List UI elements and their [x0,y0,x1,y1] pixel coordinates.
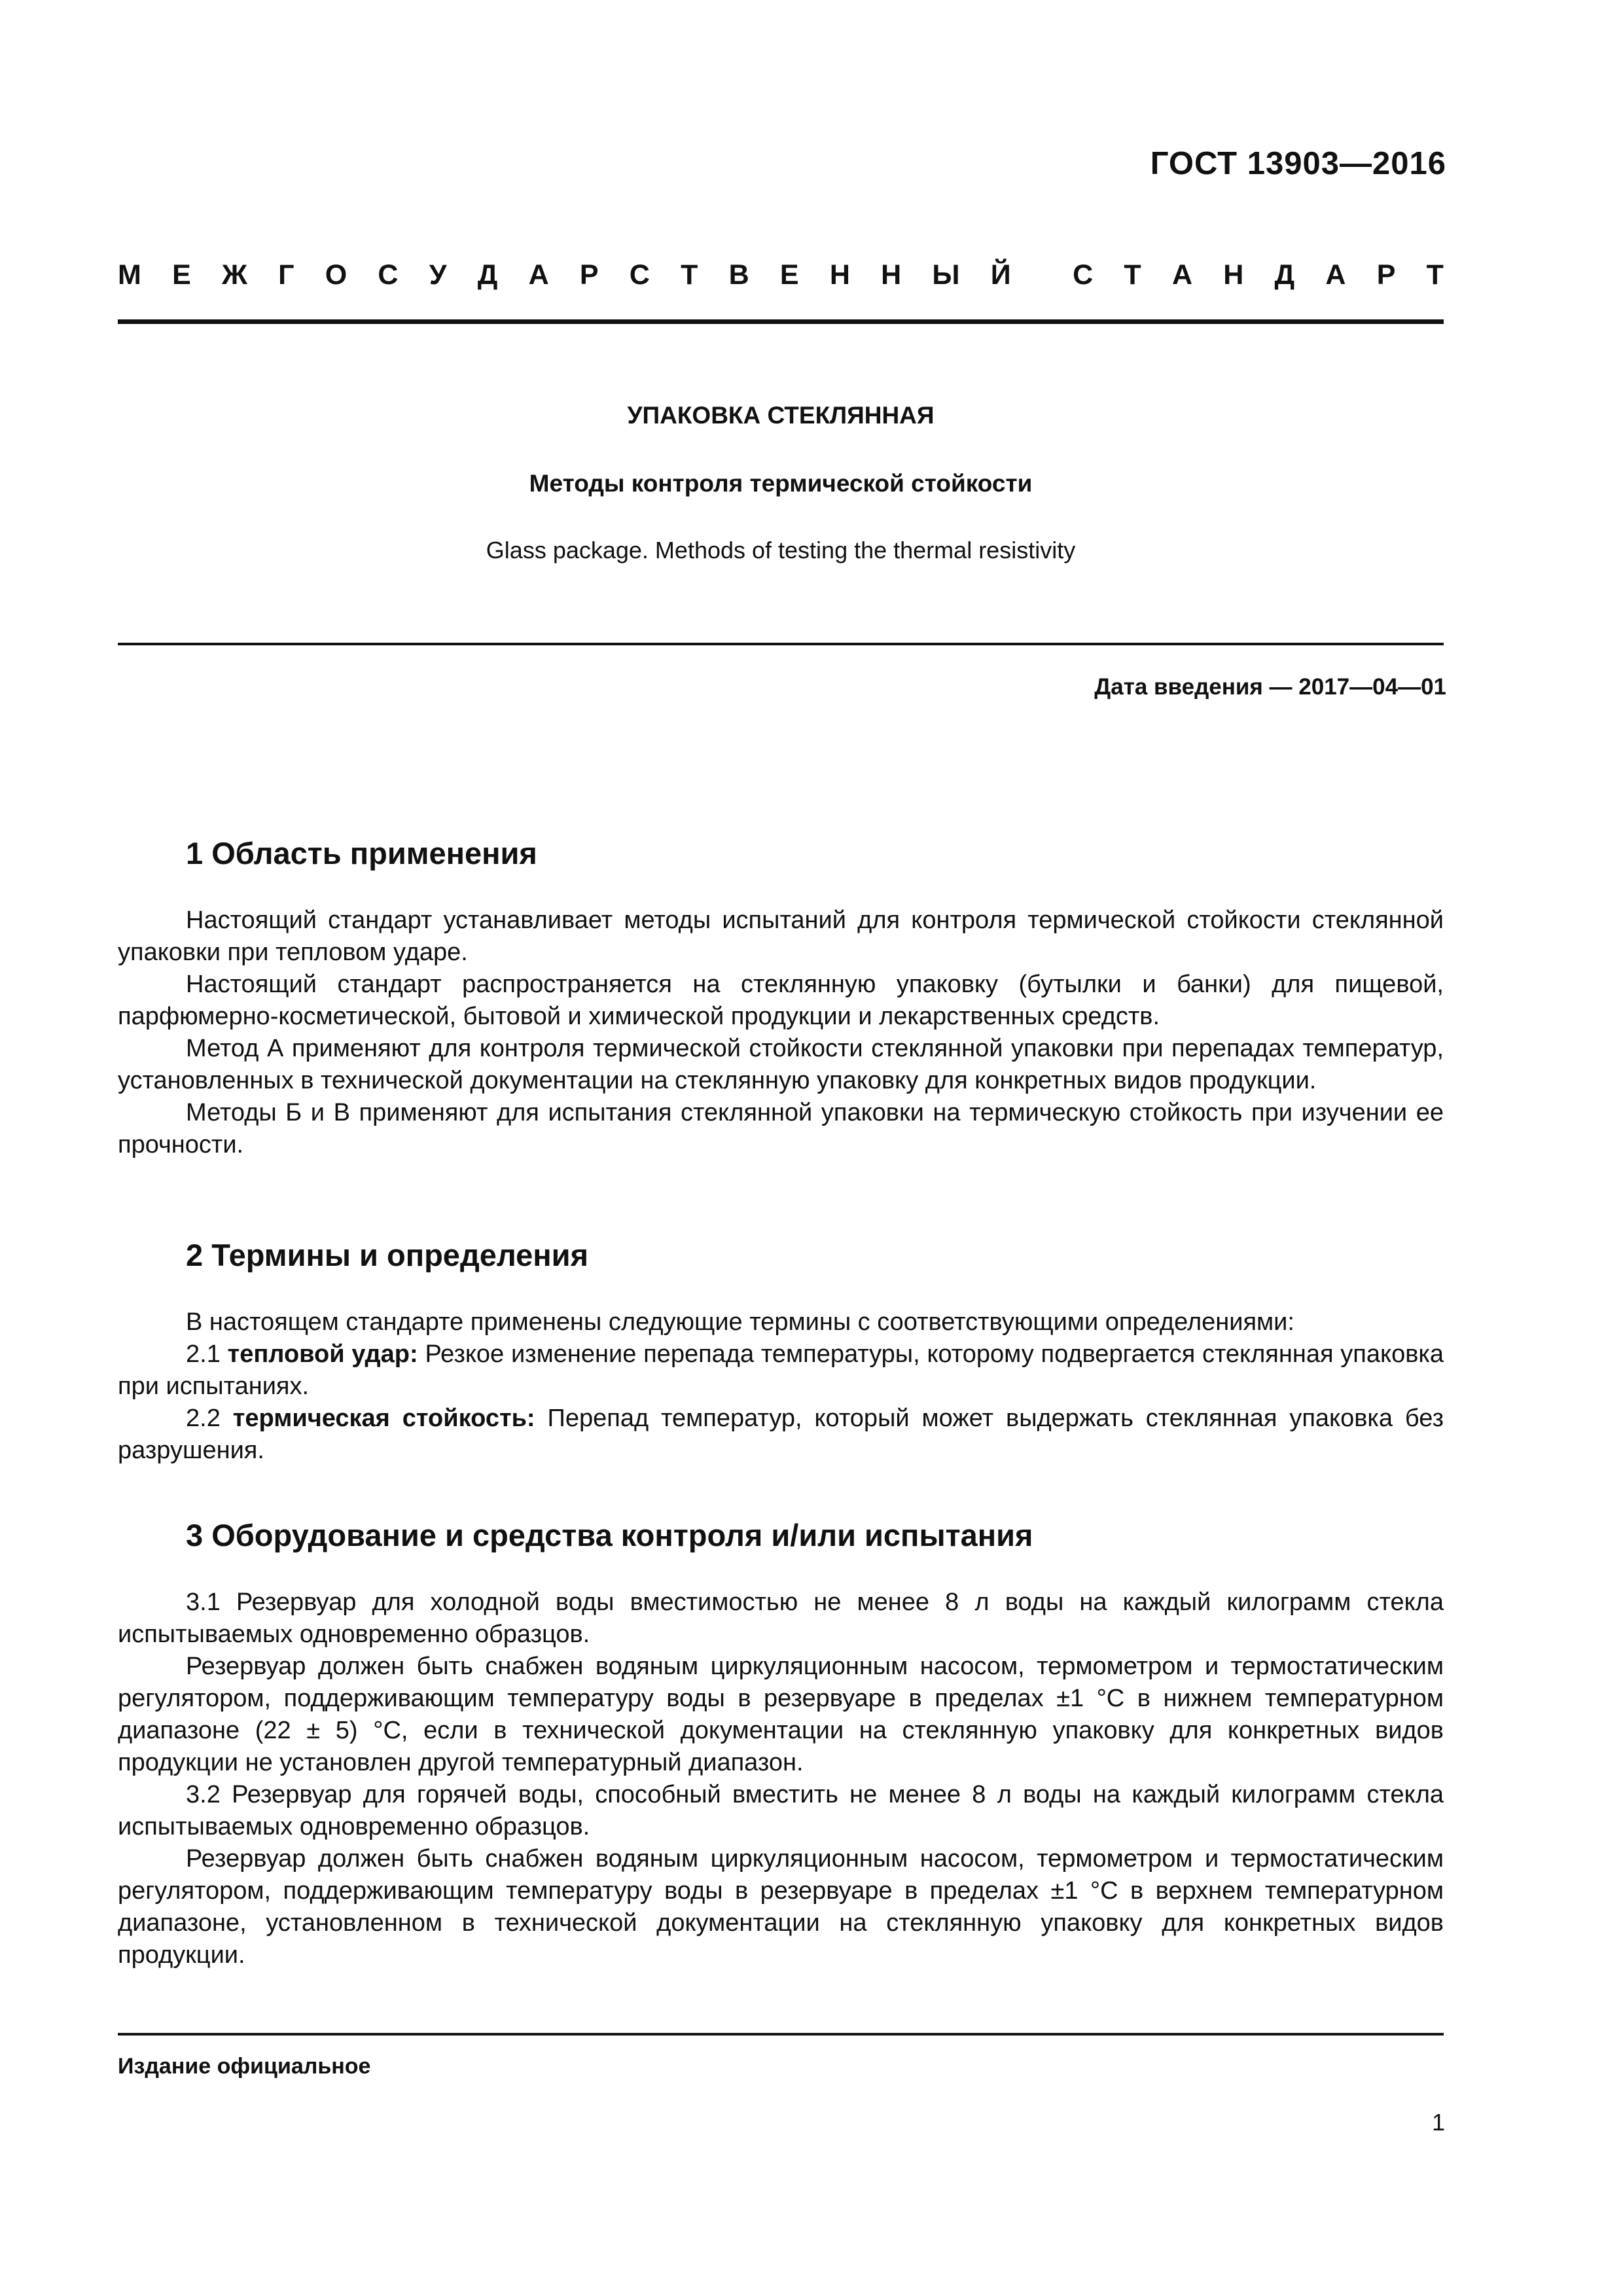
banner-letter: Т [1426,259,1444,291]
banner-letter: С [629,259,650,291]
header-rule [118,319,1444,324]
term-2-2-definition: Перепад температур, который может выдержать стеклянная упаковка без разрушения. [118,1405,1444,1464]
footer-rule [118,2033,1444,2036]
term-2-1 [118,1338,1444,1403]
page-number: 1 [1431,2109,1445,2136]
banner-letter: С [1073,259,1094,291]
banner-letter: Е [779,259,799,291]
term-2-1-number: 2.1 [186,1340,228,1368]
section-3-paragraph-1: 3.1 Резервуар для холодной воды вместимостью не менее 8 л воды на каждый килограмм стекла испытываемых одновременно образцов. [118,1588,1444,1648]
term-2-1-term: тепловой удар: [227,1340,418,1368]
section-1 [118,834,1444,1161]
section-1-paragraph-4: Методы Б и В применяют для испытания стеклянной упаковки на термическую стойкость при изучении ее прочности. [118,1099,1444,1158]
banner-letter: Т [1124,259,1141,291]
banner-letter: Н [829,259,850,291]
banner-letter: О [325,259,348,291]
section-2-paragraph-intro: В настоящем стандарте применены следующие термины с соответствующими определениями: [186,1308,1294,1336]
section-3-paragraph-2: Резервуар должен быть снабжен водяным циркуляционным насосом, термометром и термостатическим регулятором, поддерживающим температуру воды в резервуаре в пределах ±1 °С в нижнем температурном диапазоне (22 ± 5) °С, если в технической документации на стеклянную упаковку для конкретных видов продукции не установлен другой температурный диапазон. [118,1653,1444,1776]
term-2-2-number: 2.2 [186,1405,233,1432]
section-1-paragraph-3: Метод А применяют для контроля термической стойкости стеклянной упаковки при перепадах температур, установленных в технической документации на стеклянную упаковку для конкретных видов продукции. [118,1035,1444,1094]
term-2-2 [118,1403,1444,1467]
banner-letter: Й [990,259,1011,291]
term-2-1-definition: Резкое изменение перепада температуры, которому подвергается стеклянная упаковка при испытаниях. [118,1340,1444,1400]
banner-letter: С [378,259,399,291]
section-1-paragraph-2: Настоящий стандарт распространяется на стеклянную упаковку (бутылки и банки) для пищевой, парфюмерно-косметической, бытовой и химической продукции и лекарственных средств. [118,971,1444,1030]
document-subtitle: Методы контроля термической стойкости [529,470,1033,497]
section-3-paragraph-4: Резервуар должен быть снабжен водяным циркуляционным насосом, термометром и термостатическим регулятором, поддерживающим температуру воды в резервуаре в пределах ±1 °С в верхнем температурном диапазоне, установленном в технической документации на стеклянную упаковку для конкретных видов продукции. [118,1845,1444,1969]
banner-letter: Г [278,259,294,291]
banner-letter: Р [1376,259,1396,291]
term-2-2-term: термическая стойкость: [232,1405,535,1432]
section-3-paragraph-3: 3.2 Резервуар для горячей воды, способный вместить не менее 8 л воды на каждый килограмм стекла испытываемых одновременно образцов. [118,1781,1444,1840]
banner-letter: Н [1223,259,1244,291]
banner-letter: А [1171,259,1192,291]
section-2-heading: 2 Термины и определения [186,1238,588,1272]
document-title: УПАКОВКА СТЕКЛЯННАЯ [627,402,935,429]
banner-letter: Н [881,259,902,291]
banner-letter: Д [1274,259,1295,291]
banner-letter: В [728,259,749,291]
banner-letter: Ж [221,259,247,291]
official-edition-label: Издание официальное [118,2054,371,2079]
banner-letter: Т [681,259,698,291]
banner-letter: У [429,259,447,291]
banner-letter: М [118,259,141,291]
interstate-standard-banner [118,259,1444,291]
banner-letter: А [528,259,549,291]
title-rule [118,643,1444,645]
banner-letter: Е [172,259,191,291]
section-3 [118,1516,1444,1971]
banner-letter: Ы [932,259,960,291]
banner-letter: Д [477,259,498,291]
introduction-date: Дата введения — 2017—04—01 [1094,674,1446,700]
section-2 [118,1236,1444,1467]
document-english-title: Glass package. Methods of testing the thermal resistivity [486,537,1076,564]
banner-letter: А [1325,259,1346,291]
standard-code: ГОСТ 13903—2016 [1150,146,1446,181]
section-3-heading: 3 Оборудование и средства контроля и/или испытания [186,1518,1033,1552]
section-1-paragraph-1: Настоящий стандарт устанавливает методы испытаний для контроля термической стойкости стеклянной упаковки при тепловом ударе. [118,906,1444,966]
banner-letter: Р [579,259,599,291]
section-1-heading: 1 Область применения [186,836,537,870]
